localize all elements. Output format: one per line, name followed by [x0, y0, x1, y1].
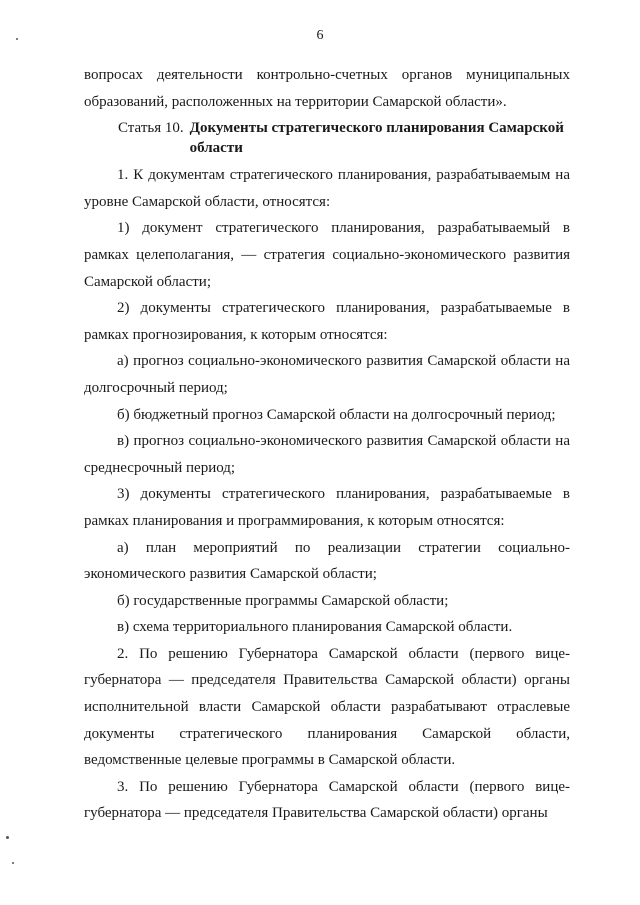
paragraph-1-2-b: б) бюджетный прогноз Самарской области на долгосрочный период;: [117, 406, 556, 423]
paragraph-1-2-v: в) прогноз социально-экономического развития Самарской области на среднесрочный период;: [84, 433, 570, 476]
scan-speck: [12, 862, 14, 864]
document-body: [84, 62, 570, 827]
article-title: Документы стратегического планирования Самарской области: [189, 120, 564, 157]
paragraph-2: 2. По решению Губернатора Самарской области (первого вице-губернатора — председателя Правительства Самарской области) органы исполнительной власти Самарской области разрабатывают отраслевые документы стратегического планирования Самарской области, ведомственные целевые программы в Самарской области.: [84, 645, 570, 769]
paragraph-1: 1. К документам стратегического планирования, разрабатываемым на уровне Самарской области, относятся:: [84, 167, 570, 210]
paragraph-1-3-b: б) государственные программы Самарской области;: [117, 592, 449, 609]
scan-speck: [16, 38, 18, 40]
paragraph-1-3-a: а) план мероприятий по реализации стратегии социально-экономического развития Самарской области;: [84, 539, 570, 583]
article-heading: [84, 115, 570, 162]
paragraph-1-3-v: в) схема территориального планирования Самарской области.: [117, 619, 513, 636]
paragraph-3: 3. По решению Губернатора Самарской области (первого вице-губернатора — председателя Правительства Самарской области) органы: [84, 778, 570, 822]
continuation-paragraph: вопросах деятельности контрольно-счетных органов муниципальных образований, расположенных на территории Самарской области».: [84, 67, 570, 110]
article-number: Статья 10.: [118, 120, 184, 137]
scan-speck: [6, 836, 9, 839]
paragraph-1-3: 3) документы стратегического планирования, разрабатываемые в рамках планирования и программирования, к которым относятся:: [84, 486, 570, 529]
paragraph-1-2: 2) документы стратегического планирования, разрабатываемые в рамках прогнозирования, к которым относятся:: [84, 300, 570, 343]
page-number: 6: [316, 28, 324, 43]
paragraph-1-1: 1) документ стратегического планирования, разрабатываемый в рамках целеполагания, — стратегия социально-экономического развития Самарской области;: [84, 220, 570, 290]
paragraph-1-2-a: а) прогноз социально-экономического развития Самарской области на долгосрочный период;: [84, 353, 570, 396]
